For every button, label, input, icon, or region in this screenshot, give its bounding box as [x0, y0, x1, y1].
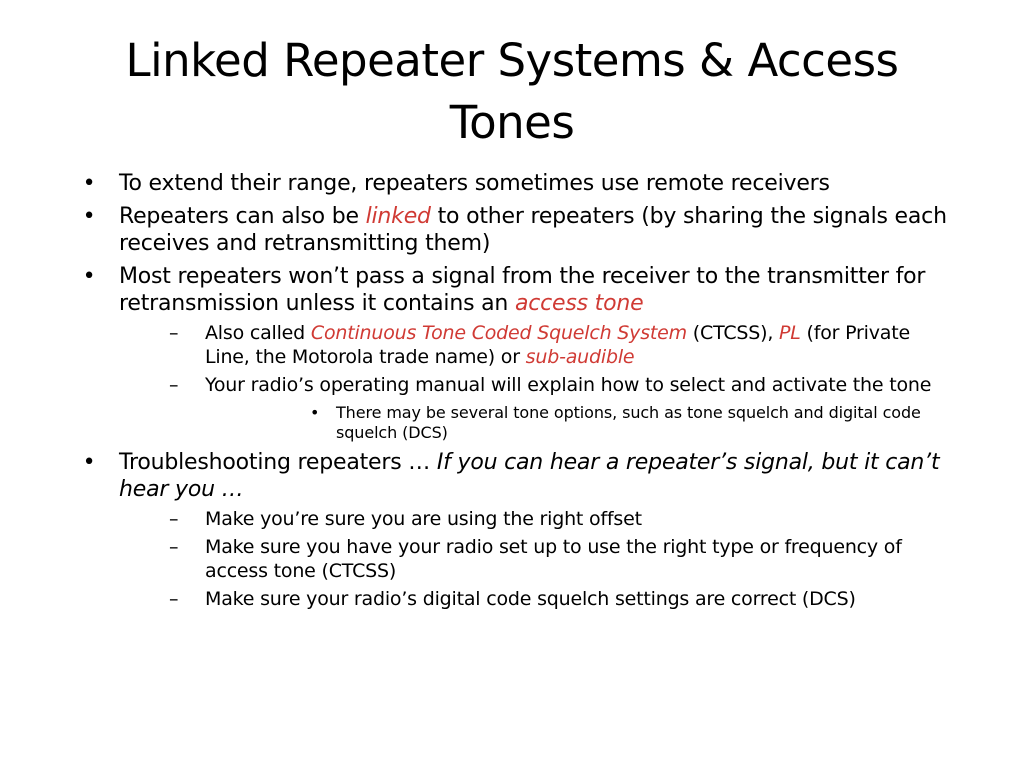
- slide-title: Linked Repeater Systems & Access Tones: [125, 34, 899, 149]
- bullet-text: There may be several tone options, such as tone squelch and digital code squelch (DCS): [336, 403, 921, 442]
- dash-marker: –: [169, 588, 179, 610]
- bullet-text: to other repeaters (by sharing the signals each receives and retransmitting them): [119, 204, 947, 256]
- bullet-remote-receivers: [78, 170, 958, 197]
- bullet-text: Make sure your radio’s digital code squelch settings are correct (DCS): [205, 588, 856, 610]
- bullet-marker: •: [82, 171, 96, 196]
- slide-body: [78, 170, 958, 617]
- sub-sub-bullet-dcs: [205, 403, 958, 443]
- sub-list: [119, 321, 958, 443]
- dash-marker: –: [169, 536, 179, 558]
- bullet-list: [78, 170, 958, 611]
- bullet-text: Make sure you have your radio set up to use the right type or frequency of access tone (CTCSS): [205, 536, 902, 582]
- dash-marker: –: [169, 322, 179, 344]
- bullet-text: Repeaters can also be: [119, 204, 366, 229]
- bullet-troubleshooting: [78, 449, 958, 611]
- bullet-text: To extend their range, repeaters sometimes use remote receivers: [119, 171, 830, 196]
- italic-text: If you can hear a repeater’s signal, but it can’t hear you: [119, 450, 940, 502]
- bullet-text: Make you’re sure you are using the right offset: [205, 508, 642, 530]
- bullet-text: Your radio’s operating manual will explain how to select and activate the tone: [205, 374, 932, 396]
- sub-bullet-dcs-settings: [119, 587, 958, 611]
- sub-bullet-ctcss: [119, 321, 958, 369]
- bullet-text: Also called: [205, 322, 311, 344]
- bullet-text: Most repeaters won’t pass a signal from the receiver to the transmitter for retransmission unless it contains an: [119, 264, 926, 316]
- dash-marker: –: [169, 508, 179, 530]
- sub-bullet-tone-type: [119, 535, 958, 583]
- sub-bullet-offset: [119, 507, 958, 531]
- highlight-term: sub-audible: [525, 346, 635, 368]
- bullet-marker: •: [82, 204, 96, 229]
- bullet-linked-repeaters: [78, 203, 958, 257]
- bullet-marker: •: [82, 264, 96, 289]
- highlight-term: PL: [779, 322, 801, 344]
- italic-text: …: [214, 477, 244, 502]
- highlight-term: Continuous Tone Coded Squelch System: [310, 322, 687, 344]
- highlight-term: linked: [365, 204, 431, 229]
- bullet-text: Troubleshooting repeaters …: [119, 450, 437, 475]
- bullet-access-tone: [78, 263, 958, 443]
- dash-marker: –: [169, 374, 179, 396]
- bullet-text: (CTCSS),: [686, 322, 780, 344]
- sub-bullet-manual: [119, 373, 958, 443]
- sub-sub-list: [205, 403, 958, 443]
- highlight-term: access tone: [514, 291, 644, 316]
- bullet-marker: •: [82, 450, 96, 475]
- bullet-marker: •: [310, 403, 320, 422]
- bullet-text: (for Private Line, the Motorola trade name) or: [205, 322, 910, 368]
- sub-list: [119, 507, 958, 611]
